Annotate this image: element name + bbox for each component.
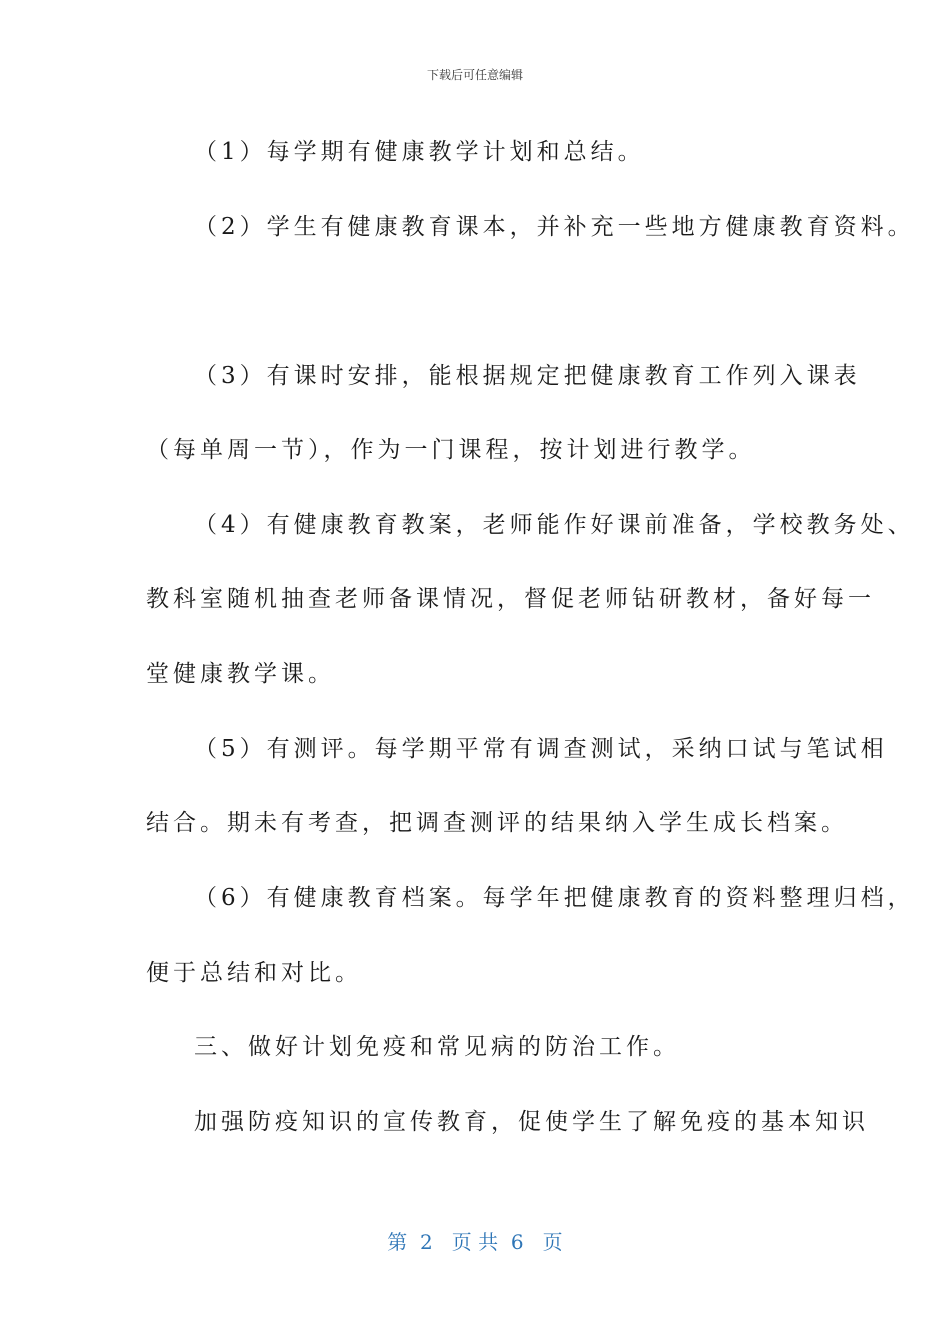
page-number-footer: 第 2 页 共 6 页 (387, 1230, 563, 1254)
page-header: 下载后可任意编辑 (426, 68, 523, 82)
paragraph-line: （每单周一节），作为一门课程，按计划进行教学。 (146, 437, 756, 463)
paragraph-line: 加强防疫知识的宣传教育，促使学生了解免疫的基本知识 (194, 1109, 869, 1135)
paragraph-line: 教科室随机抽查老师备课情况，督促老师钻研教材，备好每一 (146, 586, 875, 612)
paragraph-line: （5）有测评。每学期平常有调查测试，采纳口试与笔试相 (194, 736, 888, 762)
paragraph-line: 便于总结和对比。 (146, 960, 362, 986)
section-heading: 三、做好计划免疫和常见病的防治工作。 (194, 1034, 680, 1060)
paragraph-line: （1）每学期有健康教学计划和总结。 (194, 139, 645, 165)
paragraph-line: （4）有健康教育教案，老师能作好课前准备，学校教务处、 (194, 512, 915, 538)
paragraph-line: 堂健康教学课。 (146, 661, 335, 687)
paragraph-line: （6）有健康教育档案。每学年把健康教育的资料整理归档， (194, 885, 915, 911)
paragraph-line: （2）学生有健康教育课本，并补充一些地方健康教育资料。 (194, 214, 915, 240)
paragraph-line: 结合。期未有考查，把调查测评的结果纳入学生成长档案。 (146, 810, 848, 836)
paragraph-line: （3）有课时安排，能根据规定把健康教育工作列入课表 (194, 363, 861, 389)
